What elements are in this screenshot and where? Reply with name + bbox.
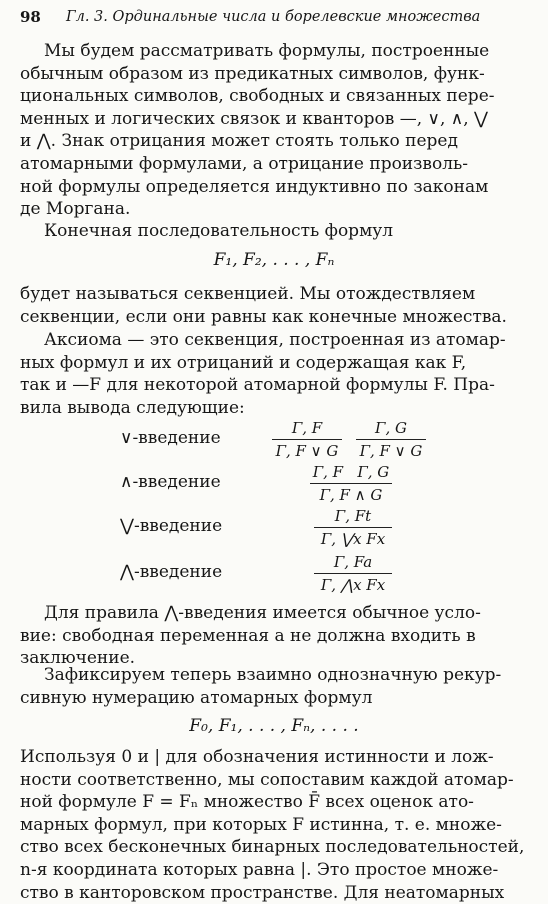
- rule-conclusion: Γ, F ∨ G: [275, 442, 339, 461]
- text-line: Мы будем рассматривать формулы, построенные: [44, 41, 490, 61]
- formula-enumeration: F₀, F₁, . . . , Fₙ, . . . .: [189, 716, 359, 736]
- formula-sequent: F₁, F₂, . . . , Fₙ: [213, 250, 335, 270]
- text-line: заключение.: [20, 648, 136, 669]
- fraction-bar: [314, 573, 392, 574]
- text-line: марных формул, при которых F истинна, т. е. множе-: [20, 814, 502, 835]
- paragraph-forall-condition: [20, 602, 528, 670]
- text-line: ных формул и их отрицаний и содержащая как F,: [20, 352, 467, 373]
- text-line: ство всех бесконечных бинарных последовательностей,: [20, 837, 525, 858]
- rule-label-exists: ⋁-введение: [120, 516, 223, 536]
- rule-conclusion: Γ, ⋁x Fx: [320, 530, 386, 549]
- rule-or-left: [272, 418, 342, 461]
- rule-premise: Γ, F Γ, G: [312, 463, 390, 481]
- paragraph-valuations: [20, 746, 528, 904]
- rule-label-and: ∧-введение: [120, 472, 221, 492]
- rule-premise: Γ, Ft: [334, 507, 372, 525]
- text-line: вила вывода следующие:: [20, 397, 245, 418]
- rule-premise: Γ, G: [375, 419, 407, 437]
- text-line: де Моргана.: [20, 199, 131, 220]
- paragraph-numbering: [20, 664, 528, 709]
- text-line: циональных символов, свободных и связанных пере-: [20, 86, 495, 107]
- text-line: обычным образом из предикатных символов, функ-: [20, 63, 485, 84]
- text-line: ной формулы определяется индуктивно по законам: [20, 176, 489, 197]
- text-line: атомарными формулами, а отрицание произволь-: [20, 153, 469, 174]
- text-line: ной формуле F = Fₙ множество F̄ всех оценок ато-: [20, 792, 474, 813]
- rule-label-or: ∨-введение: [120, 428, 221, 448]
- text-line: и ⋀. Знак отрицания может стоять только перед: [20, 131, 458, 152]
- text-line: ности соответственно, мы сопоставим каждой атомар-: [20, 769, 514, 790]
- text-line: секвенции, если они равны как конечные множества.: [20, 306, 507, 327]
- rule-label-forall: ⋀-введение: [120, 562, 223, 582]
- rule-conclusion: Γ, F ∨ G: [359, 442, 423, 461]
- rule-premise: Γ, Fa: [333, 553, 373, 571]
- fraction-bar: [310, 483, 392, 484]
- text-line: ство в канторовском пространстве. Для неатомарных: [20, 882, 505, 903]
- text-line: вие: свободная переменная a не должна входить в: [20, 625, 476, 646]
- text-line: так и —F для некоторой атомарной формулы F. Пра-: [20, 375, 495, 396]
- text-line: сивную нумерацию атомарных формул: [20, 687, 373, 708]
- page-number: 98: [20, 8, 41, 26]
- text-line: n-я координата которых равна |. Это простое множе-: [20, 859, 499, 880]
- fraction-bar: [356, 439, 426, 440]
- text-line: Для правила ⋀-введения имеется обычное усло-: [44, 603, 481, 623]
- rule-conclusion: Γ, F ∧ G: [319, 486, 383, 505]
- rule-forall: [314, 552, 392, 595]
- rule-exists: [314, 506, 392, 549]
- text-line: Используя 0 и | для обозначения истинности и лож-: [20, 747, 494, 767]
- rule-and: [310, 462, 392, 505]
- fraction-bar: [272, 439, 342, 440]
- rule-or-right: [356, 418, 426, 461]
- running-head: Гл. 3. Ординальные числа и борелевские множества: [66, 9, 481, 25]
- fraction-bar: [314, 527, 392, 528]
- text-line: будет называться секвенцией. Мы отождествляем: [20, 284, 476, 304]
- text-line: менных и логических связок и кванторов —, ∨, ∧, ⋁: [20, 108, 488, 129]
- text-line: Аксиома — это секвенция, построенная из атомар-: [44, 330, 506, 350]
- text-line: Зафиксируем теперь взаимно однозначную рекур-: [44, 665, 502, 685]
- rule-conclusion: Γ, ⋀x Fx: [320, 576, 386, 595]
- rule-premise: Γ, F: [291, 419, 323, 437]
- text-line: Конечная последовательность формул: [44, 221, 394, 241]
